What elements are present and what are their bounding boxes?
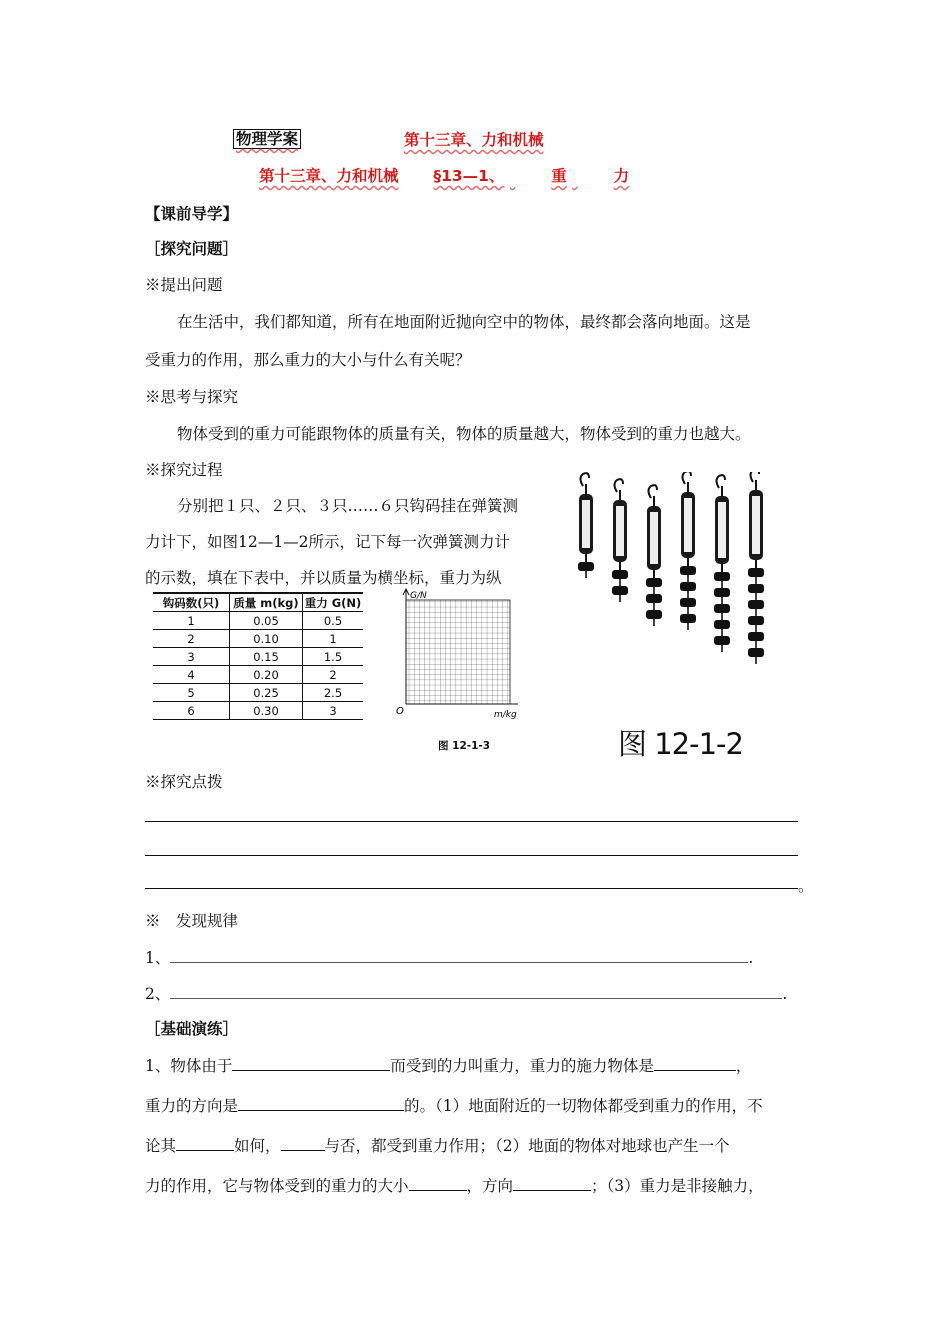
table-cell: 1.5	[303, 648, 364, 666]
hook-weight	[748, 600, 764, 609]
hook-weight	[714, 604, 730, 613]
table-cell: 1	[153, 612, 230, 630]
explore-heading: ［探究问题］	[145, 239, 239, 258]
exercise-line-3	[145, 1134, 730, 1156]
table-cell: 0.25	[230, 684, 303, 702]
table-cell: 0.05	[230, 612, 303, 630]
preview-heading: 【课前导学】	[145, 204, 239, 223]
table-row	[153, 612, 363, 630]
fill-blank[interactable]	[409, 1176, 467, 1191]
hook-weight	[612, 570, 628, 579]
table-row	[153, 648, 363, 666]
table-cell: 3	[303, 702, 364, 720]
hook-weight	[714, 620, 730, 629]
exercise-line-1	[145, 1054, 751, 1076]
table-cell: 6	[153, 702, 230, 720]
table-header: 重力 G(N)	[303, 593, 364, 612]
hook-weight	[680, 598, 696, 607]
exercise-text: 力的作用，它与物体受到的重力的大小	[145, 1177, 409, 1195]
hook-weight	[646, 578, 662, 587]
hook-weight	[714, 588, 730, 597]
spring-scale-window	[684, 498, 692, 552]
section-title-b: 力	[613, 167, 630, 185]
process-label: ※探究过程	[145, 461, 223, 479]
rule-number: 1、	[145, 949, 171, 967]
table-cell: 0.15	[230, 648, 303, 666]
table-cell: 5	[153, 684, 230, 702]
y-axis-label: G/N	[410, 591, 427, 601]
table-cell: 2	[303, 666, 364, 684]
tips-label: ※探究点拨	[145, 773, 223, 791]
basic-heading: ［基础演练］	[145, 1019, 239, 1038]
exercise-text: 的。（1）地面附近的一切物体都受到重力的作用，不	[404, 1097, 763, 1115]
section-heading	[259, 164, 629, 186]
ask-text-1: 在生活中，我们都知道，所有在地面附近抛向空中的物体，最终都会落向地面。这是	[177, 313, 751, 331]
table-header: 钩码数(只)	[153, 593, 230, 612]
hook-weight	[748, 632, 764, 641]
table-cell: 1	[303, 630, 364, 648]
rule-item-1	[145, 946, 753, 968]
rule-end: .	[782, 985, 788, 1003]
hook-weight	[646, 610, 662, 619]
empty-graph	[388, 586, 528, 721]
table-row	[153, 630, 363, 648]
fill-blank[interactable]	[281, 1136, 325, 1151]
chapter-title: 第十三章、力和机械	[404, 131, 544, 149]
fill-blank[interactable]	[232, 1056, 390, 1071]
fill-blank[interactable]	[176, 1136, 234, 1151]
rule-blank[interactable]	[170, 948, 748, 963]
hook-weight	[748, 568, 764, 577]
exercise-text: 1、物体由于	[145, 1057, 233, 1075]
answer-line	[145, 821, 798, 822]
exercise-text: ，方向	[466, 1177, 514, 1195]
section-chapter: 第十三章、力和机械	[259, 167, 399, 185]
fill-blank[interactable]	[238, 1096, 404, 1111]
exercise-text: 与否，都受到重力作用；（2）地面的物体对地球也产生一个	[324, 1137, 730, 1155]
answer-line	[145, 888, 798, 889]
table-cell: 4	[153, 666, 230, 684]
table-cell: 0.20	[230, 666, 303, 684]
hook	[683, 472, 692, 484]
spring-scale-window	[718, 502, 726, 558]
hook	[717, 475, 726, 488]
graph-grid	[406, 600, 510, 704]
exercise-line-4	[145, 1174, 764, 1196]
hook	[649, 485, 658, 498]
tips-end-mark: 。	[798, 877, 814, 895]
table-row	[153, 684, 363, 702]
x-axis-label: m/kg	[494, 710, 517, 720]
origin-label: O	[396, 706, 404, 717]
mass-weight-table	[153, 592, 363, 720]
answer-line	[145, 855, 798, 856]
hook	[615, 479, 624, 492]
table-cell: 3	[153, 648, 230, 666]
subject-title: 物理学案	[233, 129, 301, 149]
hook	[751, 472, 760, 482]
exercise-text: ，	[735, 1057, 752, 1075]
exercise-text: ；（3）重力是非接触力，	[591, 1177, 764, 1195]
section-title-a: 重	[551, 167, 567, 185]
rule-number: 2、	[145, 985, 171, 1003]
exercise-text: 而受到的力叫重力，重力的施力物体是	[390, 1057, 654, 1075]
graph-caption: 图 12-1-3	[438, 740, 491, 752]
table-row	[153, 702, 363, 720]
spring-scale-window	[650, 512, 658, 564]
rule-end: .	[748, 949, 754, 967]
hook-weight	[578, 562, 594, 571]
exercise-text: 论其	[145, 1137, 177, 1155]
hook-weight	[680, 614, 696, 623]
think-text: 物体受到的重力可能跟物体的质量有关，物体的质量越大，物体受到的重力也越大。	[177, 425, 751, 443]
ask-label: ※提出问题	[145, 276, 223, 294]
table-cell: 0.10	[230, 630, 303, 648]
hook-weight	[748, 584, 764, 593]
table-cell: 2	[153, 630, 230, 648]
rules-label: ※ 发现规律	[145, 912, 239, 930]
hook-weight	[714, 636, 730, 645]
spring-scale-window	[616, 506, 624, 556]
table-row	[153, 666, 363, 684]
table-cell: 0.5	[303, 612, 364, 630]
spring-scale-window	[752, 496, 760, 554]
process-text-2: 力计下，如图12—1—2所示，记下每一次弹簧测力计	[145, 533, 510, 551]
process-text-1: 分别把１只、２只、３只……６只钩码挂在弹簧测	[177, 497, 519, 515]
exercise-text: 如何，	[234, 1137, 281, 1155]
hook-weight	[646, 594, 662, 603]
hook-weight	[748, 616, 764, 625]
process-text-3: 的示数，填在下表中，并以质量为横坐标，重力为纵	[145, 569, 502, 587]
hook-weight	[612, 586, 628, 595]
hook-weight	[748, 648, 764, 657]
hook-weight	[680, 566, 696, 575]
table-cell: 0.30	[230, 702, 303, 720]
ask-text-2: 受重力的作用，那么重力的大小与什么有关呢？	[145, 351, 471, 369]
table-header: 质量 m(kg)	[230, 593, 303, 612]
think-label: ※思考与探究	[145, 388, 239, 406]
section-number: §13—1、	[433, 167, 505, 185]
figure-caption: 图 12-1-2	[618, 727, 743, 761]
rule-item-2	[145, 982, 787, 1004]
hook-weight	[714, 572, 730, 581]
table-cell: 2.5	[303, 684, 364, 702]
hook	[581, 473, 590, 486]
rule-blank[interactable]	[170, 984, 782, 999]
exercise-line-2	[145, 1094, 763, 1116]
spring-scales-figure	[570, 472, 785, 690]
spring-scale-window	[582, 500, 590, 548]
fill-blank[interactable]	[654, 1056, 736, 1071]
exercise-text: 重力的方向是	[145, 1097, 239, 1115]
hook-weight	[680, 582, 696, 591]
fill-blank[interactable]	[513, 1176, 591, 1191]
